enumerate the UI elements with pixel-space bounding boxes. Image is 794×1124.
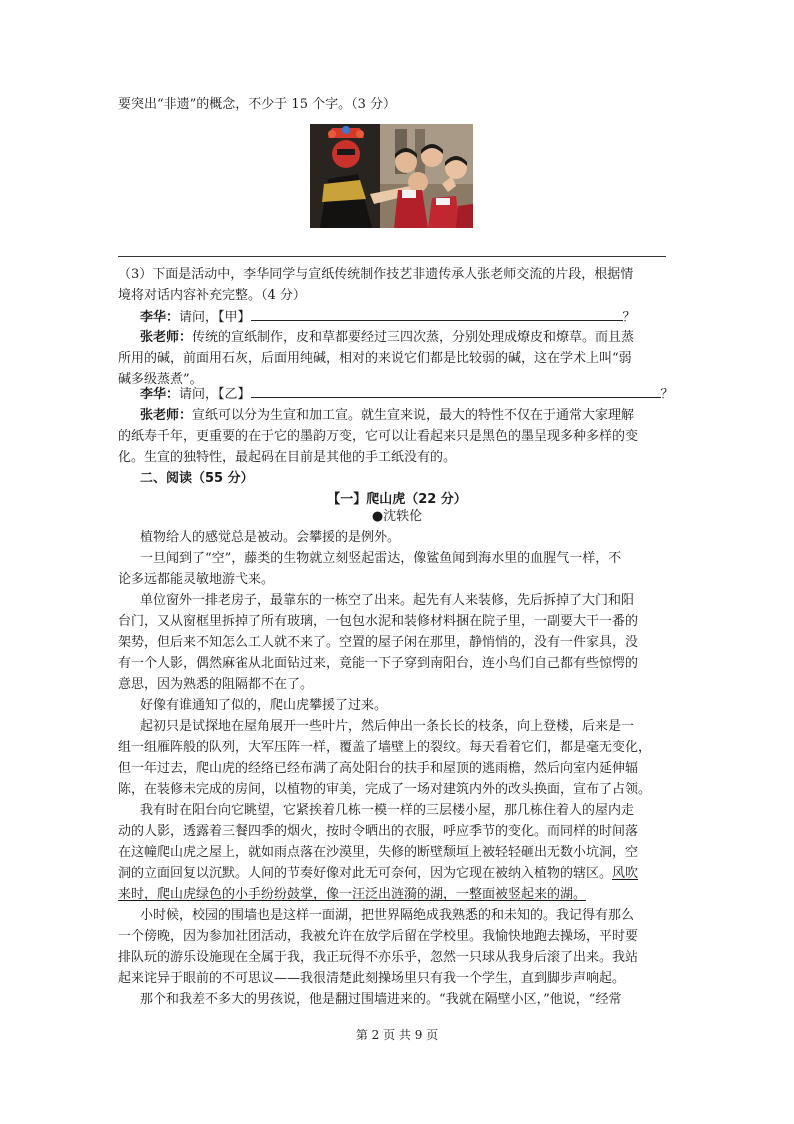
article-line: 意思，因为熟悉的阻隔都不在了。	[118, 677, 314, 692]
article-line: 一个傍晚，因为参加社团活动，我被允许在放学后留在学校里。我愉快地跑去操场，平时要	[118, 929, 639, 944]
dialogue-zhang-2-line-1	[140, 405, 700, 426]
article-line	[118, 863, 678, 884]
article-line: 有一个人影，偶然麻雀从北面钻过来，竟能一下子穿到南阳台，连小鸟们自己都有些惊愕的	[118, 656, 639, 671]
dialogue-lihua-1	[140, 306, 700, 328]
article-author: ●沈轶伦	[371, 509, 423, 524]
dialogue-text: 请问，【乙】	[179, 387, 251, 402]
question-3-line-2: 境将对话内容补充完整。（4 分）	[118, 288, 306, 303]
speaker-lihua: 李华：	[140, 310, 180, 325]
article-line: 好像有谁通知了似的，爬山虎攀援了过来。	[140, 698, 388, 713]
page-number: 第 2 页 共 9 页	[355, 1028, 439, 1042]
dialogue-lihua-2	[140, 383, 700, 405]
article-line: 我有时在阳台向它眺望，它紧挨着几栋一模一样的三层楼小屋，那几栋住着人的屋内走	[140, 803, 635, 818]
article-line: 一旦闻到了“空”，藤类的生物就立刻竖起雷达，像鲨鱼闻到海水里的血腥气一样，不	[140, 551, 622, 566]
dialogue-text: 传统的宣纸制作，皮和草都要经过三四次蒸，分别处理成燎皮和燎草。而且蒸	[192, 330, 635, 345]
speaker-zhang: 张老师：	[140, 408, 193, 423]
dialogue-text: 宣纸可以分为生宣和加工宣。就生宣来说，最大的特性不仅在于通常大家理解	[192, 408, 635, 423]
article-line: 在这幢爬山虎之屋上，就如雨点落在沙漠里，失修的断壁颓垣上被轻轻砸出无数小坑洞，空	[118, 845, 639, 860]
question-mark: ？	[660, 387, 674, 402]
article-line: 但一年过去，爬山虎的经络已经布满了高处阳台的扶手和屋顶的逃雨檐，然后向室内延伸辐	[118, 761, 639, 776]
dialogue-zhang-2-line-3: 化。生宣的独特性，最起码在目前是其他的手工纸没有的。	[118, 450, 457, 465]
answer-line[interactable]	[118, 256, 666, 257]
dialogue-zhang-2-line-2: 的纸寿千年，更重要的在于它的墨韵万变，它可以让看起来只是黑色的墨呈现多种多样的变	[118, 429, 639, 444]
article-line: 起初只是试探地在屋角展开一些叶片，然后伸出一条长长的枝条，向上登楼，后来是一	[140, 719, 635, 734]
article-line: 架势，但后来不知怎么工人就不来了。空置的屋子闲在那里，静悄悄的，没有一件家具，没	[118, 635, 639, 650]
dialogue-zhang-1-line-1	[140, 327, 700, 348]
article-text: 洞的立面回复以沉默。人间的节奏好像对此无可奈何，因为它现在被纳入植物的辖区。	[118, 866, 613, 881]
question-2-tail: 要突出“非遗”的概念，不少于 15 个字。（3 分）	[118, 97, 397, 112]
dialogue-zhang-1-line-2: 所用的碱，前面用石灰，后面用纯碱，相对的来说它们都是比较弱的碱，这在学术上叫“弱	[118, 351, 632, 366]
question-3-line-1: （3）下面是活动中，李华同学与宣纸传统制作技艺非遗传承人张老师交流的片段，根据情	[118, 267, 634, 282]
article-line: 排队玩的游乐设施现在全属于我，我正玩得不亦乐乎，忽然一只球从我身后滚了出来。我站	[118, 950, 639, 965]
speaker-zhang: 张老师：	[140, 330, 193, 345]
underlined-sentence-start: 风吹	[612, 866, 639, 881]
article-line: 陈，在装修未完成的房间，以植物的审美，完成了一场对建筑内外的改头换面，宣布了占领。	[118, 782, 652, 797]
dialogue-text: 请问，【甲】	[179, 310, 251, 325]
speaker-lihua: 李华：	[140, 387, 180, 402]
dialogue-zhang-1-line-3: 碱多级蒸煮”。	[118, 372, 203, 387]
blank-yi[interactable]	[251, 383, 661, 398]
article-line: 小时候，校园的围墙也是这样一面湖，把世界隔绝成我熟悉的和未知的。我记得有那么	[140, 908, 635, 923]
section-2-heading: 二、阅读（55 分）	[140, 471, 254, 486]
opera-performer-photo	[310, 124, 473, 228]
article-line: 植物给人的感觉总是被动。会攀援的是例外。	[140, 530, 401, 545]
article-line: 组一组雁阵般的队列，大军压阵一样，覆盖了墙壁上的裂纹。每天看着它们，都是毫无变化，	[118, 740, 652, 755]
question-mark: ？	[622, 310, 636, 325]
article-line: 论多远都能灵敏地游弋来。	[118, 572, 275, 587]
article-line: 动的人影，透露着三餐四季的烟火，按时令晒出的衣服，呼应季节的变化。而同样的时间落	[118, 824, 639, 839]
article-line: 起来诧异于眼前的不可思议——我很清楚此刻操场里只有我一个学生，直到脚步声响起。	[118, 971, 626, 986]
article-line: 台门，又从窗框里拆掉了所有玻璃，一包包水泥和装修材料捆在院子里，一副要大干一番的	[118, 614, 639, 629]
blank-jia[interactable]	[251, 306, 623, 321]
article-title: 【一】爬山虎（22 分）	[327, 492, 467, 507]
underlined-sentence: 来时，爬山虎绿色的小手纷纷鼓掌，像一汪泛出涟漪的湖，一整面被竖起来的湖。	[118, 887, 587, 902]
article-line: 单位窗外一排老房子，最靠东的一栋空了出来。起先有人来装修，先后拆掉了大门和阳	[140, 593, 635, 608]
photo-illustration	[310, 124, 473, 228]
article-line: 那个和我差不多大的男孩说，他是翻过围墙进来的。“我就在隔壁小区，”他说，“经常	[140, 992, 622, 1007]
